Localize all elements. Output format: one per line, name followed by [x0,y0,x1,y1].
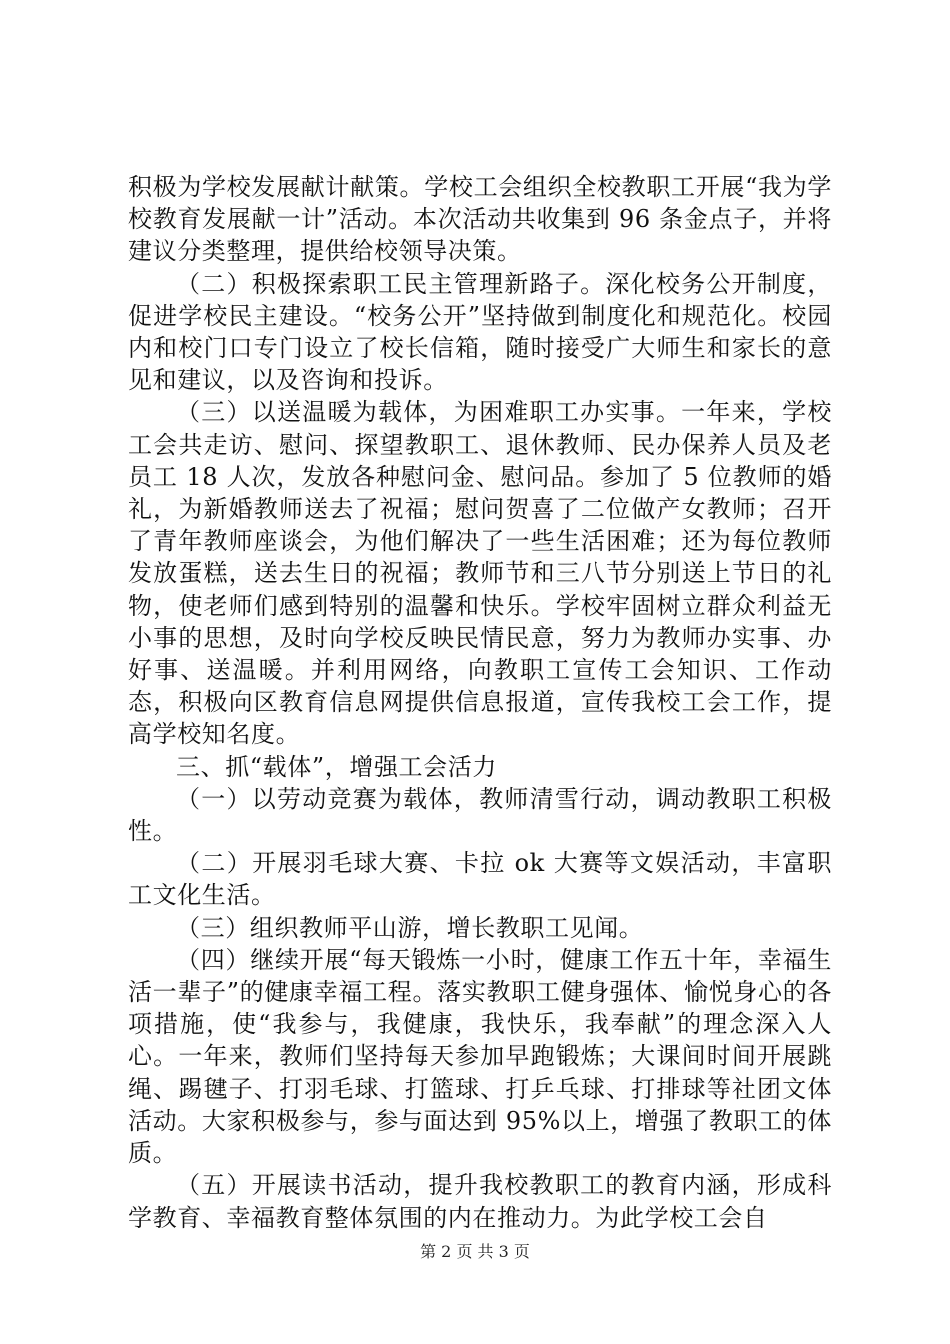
paragraph-labor-competition: （一）以劳动竞赛为载体，教师清雪行动，调动教职工积极性。 [128,784,832,846]
paragraph-continuation: 积极为学校发展献计献策。学校工会组织全校教职工开展“我为学校教育发展献一计”活动。本次活动共收集到 96 条金点子，并将建议分类整理，提供给校领导决策。 [128,173,832,266]
paragraph-warmth-care: （三）以送温暖为载体，为困难职工办实事。一年来，学校工会共走访、慰问、探望教职工、退休教师、民办保养人员及老员工 18 人次，发放各种慰问金、慰问品。参加了 5 位教师的婚礼，为新婚教师送去了祝福；慰问贺喜了二位做产女教师；召开了青年教师座谈会，为他们解决了一些生活困难；还为每位教师发放蛋糕，送去生日的祝福；教师节和三八节分别送上节日的礼物，使老师们感到特别的温馨和快乐。学校牢固树立群众利益无小事的思想，及时向学校反映民情民意，努力为教师办实事、办好事、送温暖。并利用网络，向教职工宣传工会知识、工作动态，积极向区教育信息网提供信息报道，宣传我校工会工作，提高学校知名度。 [128,398,832,749]
paragraph-democratic-management: （二）积极探索职工民主管理新路子。深化校务公开制度，促进学校民主建设。“校务公开”坚持做到制度化和规范化。校园内和校门口专门设立了校长信箱，随时接受广大师生和家长的意见和建议，以及咨询和投诉。 [128,269,832,395]
document-body [128,171,832,1234]
paragraph-pingshan-trip: （三）组织教师平山游，增长教职工见闻。 [176,913,644,942]
paragraph-reading-activity: （五）开展读书活动，提升我校教职工的教育内涵，形成科学教育、幸福教育整体氛围的内在推动力。为此学校工会自 [128,1171,832,1232]
section-heading-carrier: 三、抓“载体”，增强工会活力 [176,752,497,781]
paragraph-health-program: （四）继续开展“每天锻炼一小时，健康工作五十年，幸福生活一辈子”的健康幸福工程。落实教职工健身强体、愉悦身心的各项措施，使“我参与，我健康，我快乐，我奉献”的理念深入人心。一年来，教师们坚持每天参加早跑锻炼；大课间时间开展跳绳、踢毽子、打羽毛球、打篮球、打乒乓球、打排球等社团文体活动。大家积极参与，参与面达到 95%以上，增强了教职工的体质。 [128,945,832,1168]
page-footer: 第 2 页 共 3 页 [420,1242,530,1261]
paragraph-badminton-karaoke: （二）开展羽毛球大赛、卡拉 ok 大赛等文娱活动，丰富职工文化生活。 [128,849,832,910]
